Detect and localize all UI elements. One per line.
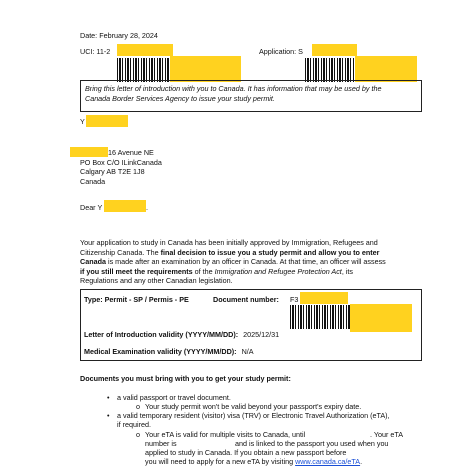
para-line-1: Your application to study in Canada has been initially approved by Immigration, Refugees and	[80, 238, 378, 247]
sub-2-line-4-text: you will need to apply for a new eTA by visiting	[145, 457, 294, 466]
permit-type: Type: Permit - SP / Permis - PE	[84, 295, 189, 304]
uci-value: 11-2	[96, 47, 111, 56]
para-line-4-end: , its	[341, 266, 353, 276]
intro-line-1: Bring this letter of introduction with you to Canada. It has information that may be used by the	[85, 84, 382, 93]
uci-field	[80, 47, 110, 56]
bullet-1-text: a valid passport or travel document.	[117, 393, 231, 402]
uci-barcode-redaction	[170, 56, 241, 82]
documents-heading: Documents you must bring with you to get your study permit:	[80, 374, 291, 383]
validity-value: 2025/12/31	[243, 330, 280, 339]
salutation-dear: Dear	[80, 203, 96, 212]
sub-2-line-4	[145, 457, 362, 466]
sub-2-line-1-b: . Your eTA	[370, 430, 404, 439]
address-line-3: Calgary AB T2E 1J8	[80, 167, 145, 176]
eta-link[interactable]: www.canada.ca/eTA	[295, 457, 361, 466]
validity-row	[84, 330, 279, 339]
salutation-redaction	[104, 200, 146, 212]
bullet-1: •	[107, 393, 110, 402]
medical-row	[84, 347, 254, 356]
para-line-4-italic: Immigration and Refugee Protection Act	[214, 266, 342, 276]
salutation	[80, 203, 102, 212]
address-line-2: PO Box C/O ILinkCanada	[80, 157, 162, 167]
recipient-name	[80, 117, 85, 126]
para-line-4-bold: if you still meet the requirements	[80, 266, 193, 276]
para-line-2-plain: Citizenship Canada. The	[80, 247, 161, 257]
document-number-value: F3	[290, 295, 299, 304]
document-number-label: Document number:	[213, 295, 279, 304]
medical-value: N/A	[241, 347, 254, 356]
sub-bullet-2: o	[136, 430, 140, 439]
intro-line-2: Canada Border Services Agency to issue your study permit.	[85, 94, 275, 103]
sub-2-line-3: applied to study in Canada. If you obtain a new passport before	[145, 448, 347, 457]
approval-paragraph	[80, 238, 422, 286]
application-barcode	[305, 58, 357, 82]
para-line-2	[80, 248, 422, 258]
sub-2-line-2-a: number is	[145, 439, 177, 448]
recipient-initial: Y	[80, 117, 85, 126]
bullet-2: •	[107, 411, 110, 420]
uci-redaction	[117, 44, 173, 56]
uci-label: UCI:	[80, 47, 95, 56]
para-line-4-plain: of the	[192, 266, 215, 276]
document-number-redaction	[300, 292, 348, 304]
application-barcode-redaction	[355, 56, 417, 82]
address-line-1	[80, 148, 162, 158]
recipient-name-redaction	[86, 115, 128, 127]
sub-2-line-4-end: .	[360, 457, 363, 466]
para-line-4	[80, 267, 422, 277]
sub-bullet-1-text: Your study permit won't be valid beyond your passport's expiry date.	[145, 402, 362, 411]
para-line-5: Regulations and any other Canadian legislation.	[80, 276, 233, 286]
sub-2-line-1-a: Your eTA is valid for multiple visits to Canada, until	[145, 430, 306, 439]
para-line-3-bold: Canada	[80, 257, 106, 267]
application-field	[259, 47, 303, 56]
medical-label: Medical Examination validity (YYYY/MM/DD):	[84, 347, 237, 356]
validity-label: Letter of Introduction validity (YYYY/MM/DD):	[84, 330, 239, 339]
application-label: Application:	[259, 47, 297, 56]
date-label: Date:	[80, 31, 98, 40]
document-barcode-redaction	[350, 304, 412, 332]
date-value: February 28, 2024	[99, 31, 158, 40]
address-street: 16 Avenue NE	[108, 148, 154, 157]
salutation-tail: .	[146, 203, 148, 212]
application-redaction	[312, 44, 357, 56]
para-line-3	[80, 257, 422, 267]
para-line-3-plain: is made after an examination by an officer in Canada. At that time, an officer will assess	[105, 257, 386, 267]
sub-bullet-1: o	[136, 402, 140, 411]
bullet-2-line-1: a valid temporary resident (visitor) visa (TRV) or Electronic Travel Authorization (eTA),	[117, 411, 390, 420]
address-block	[80, 148, 162, 186]
para-line-2-bold: final decision to issue you a study permit and allow you to enter	[160, 247, 380, 257]
bullet-2-line-2: if required.	[117, 420, 151, 429]
introduction-notice-box	[80, 80, 422, 112]
document-barcode	[290, 305, 350, 329]
letter-date	[80, 31, 158, 40]
application-value: S	[298, 47, 303, 56]
address-line-4: Canada	[80, 176, 106, 186]
uci-barcode	[117, 58, 173, 82]
salutation-initial: Y	[97, 203, 103, 212]
sub-2-line-2-b: and is linked to the passport you used when you	[235, 439, 389, 448]
